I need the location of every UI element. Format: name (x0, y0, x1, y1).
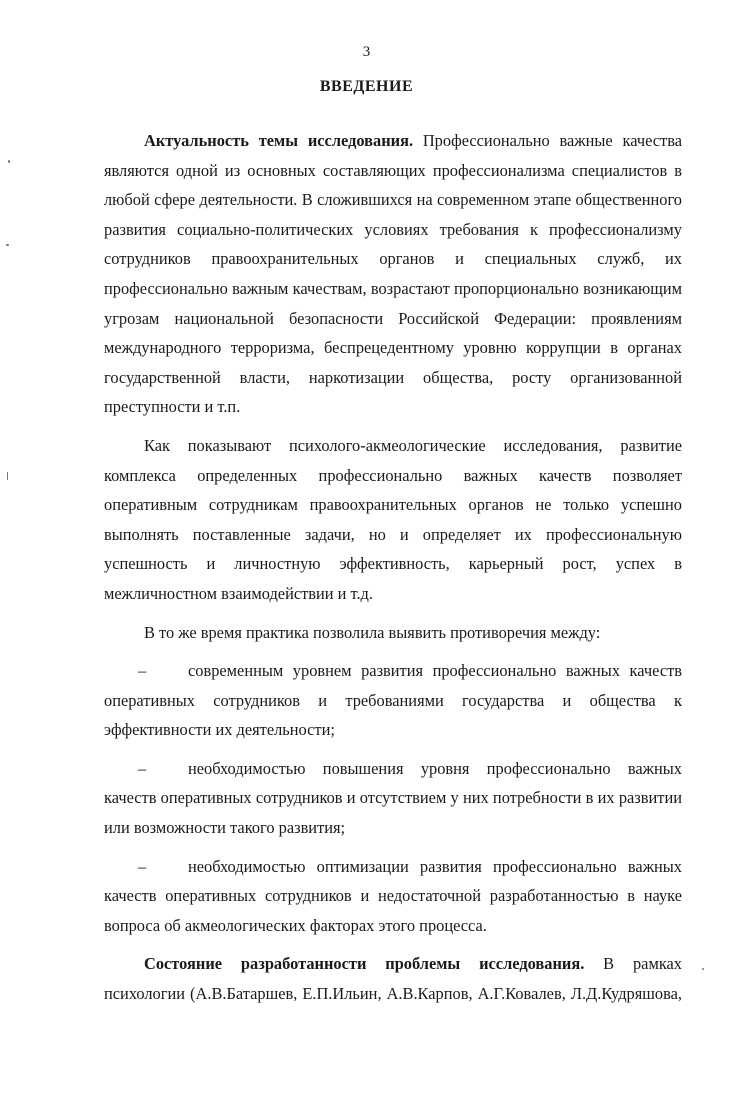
list-dash: – (138, 758, 147, 778)
page-number: 3 (362, 44, 371, 60)
list-item (104, 852, 682, 941)
paragraph-state-of-research (104, 949, 682, 1008)
list-item-text: необходимостью оптимизации развития профессионально важных качеств оперативных сотрудников и недостаточной разработанностью в науке вопроса об акмеологических факторах этого процесса. (104, 856, 682, 935)
list-dash: – (138, 661, 147, 681)
scan-speck (6, 244, 9, 246)
list-item-text: необходимостью повышения уровня профессионально важных качеств оперативных сотрудников и отсутствием у них потребности в их развитии или возможности такого развития; (104, 758, 682, 838)
paragraph-text-state: В рамках психологии (А.В.Батаршев, Е.П.Ильин, А.В.Карпов, А.Г.Ковалев, Л.Д.Кудряшова, (104, 954, 682, 1004)
document-body (104, 126, 682, 1018)
list-item (104, 656, 682, 745)
paragraph-lead-relevance: Актуальность темы исследования. (144, 131, 414, 150)
list-item-text: современным уровнем развития профессионально важных качеств оперативных сотрудников и требованиями государства и общества к эффективности их деятельности; (104, 661, 682, 740)
list-dash: – (138, 856, 147, 876)
paragraph-research: Как показывают психолого-акмеологические исследования, развитие комплекса определенных профессионально важных качеств позволяет оперативным сотрудникам правоохранительных органов не только успешно выполнять поставленные задачи, но и определяет их профессиональную успешность и личностную эффективность, карьерный рост, успех в межличностном взаимодействии и т.д. (104, 435, 682, 603)
section-heading: ВВЕДЕНИЕ (319, 78, 414, 95)
paragraph-text-relevance: Профессионально важные качества являются одной из основных составляющих профессионализма специалистов в любой сфере деятельности. В сложившихся на современном этапе общественного развития социально-политических условиях требования к профессионализму сотрудников правоохранительных органов и специальных служб, их профессионально важным качествам, возрастают пропорционально возникающим угрозам национальной безопасности Российской Федерации: проявлениям международного терроризма, беспрецедентному уровню коррупции в органах государственной власти, наркотизации общества, росту организованной преступности и т.п. (104, 131, 682, 417)
paragraph-relevance (104, 126, 682, 422)
scan-speck (7, 472, 8, 480)
scan-speck (8, 160, 10, 163)
scan-speck (702, 968, 704, 970)
paragraph-contradictions-intro: В то же время практика позволила выявить противоречия между: (144, 622, 601, 642)
paragraph-lead-state: Состояние разработанности проблемы исследования. (144, 954, 585, 974)
list-item (104, 754, 682, 843)
